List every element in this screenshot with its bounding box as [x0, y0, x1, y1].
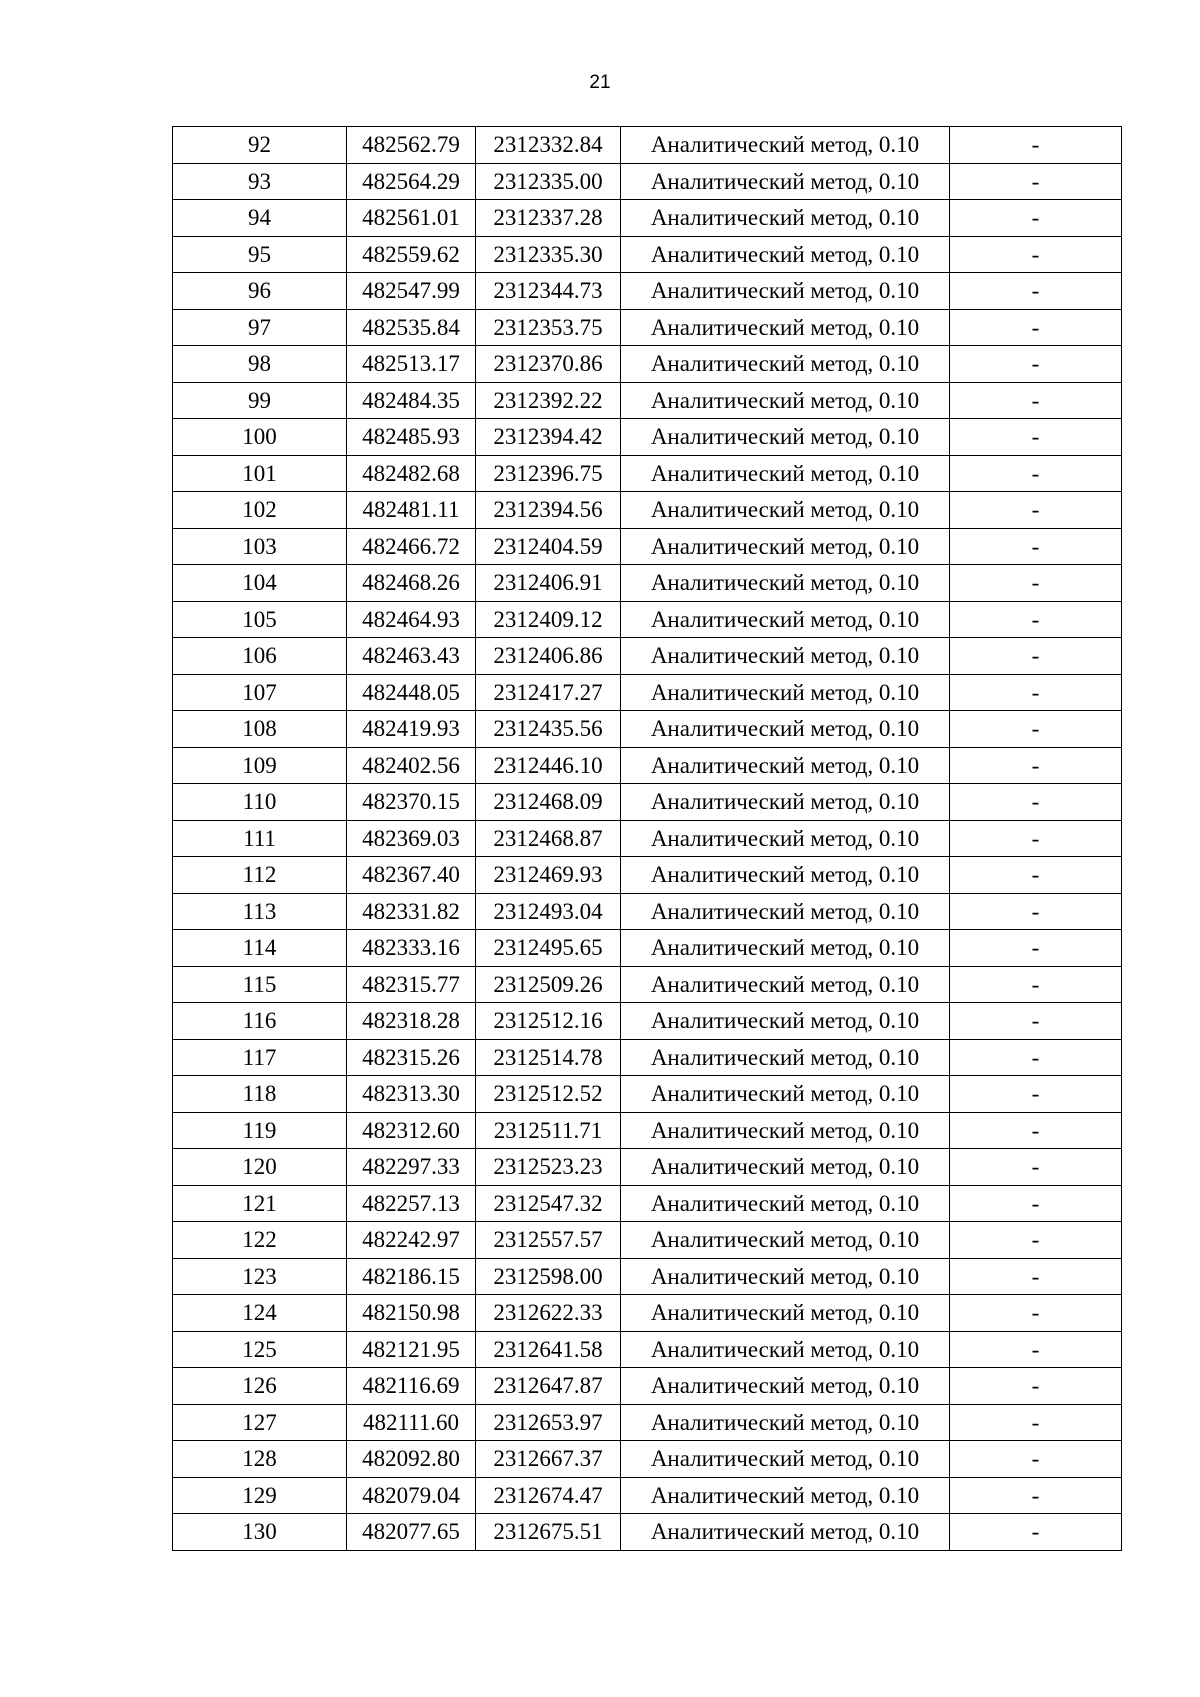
y-coordinate-cell: 2312675.51 — [476, 1514, 621, 1551]
table-row — [173, 930, 1122, 967]
x-coordinate-cell: 482186.15 — [347, 1258, 476, 1295]
note-cell: - — [950, 309, 1122, 346]
x-coordinate-cell: 482485.93 — [347, 419, 476, 456]
x-coordinate-cell: 482315.77 — [347, 966, 476, 1003]
point-number-cell: 106 — [173, 638, 347, 675]
y-coordinate-cell: 2312370.86 — [476, 346, 621, 383]
table-row — [173, 1404, 1122, 1441]
x-coordinate-cell: 482121.95 — [347, 1331, 476, 1368]
table-row — [173, 1185, 1122, 1222]
note-cell: - — [950, 857, 1122, 894]
note-cell: - — [950, 419, 1122, 456]
method-accuracy-cell: Аналитический метод, 0.10 — [621, 455, 950, 492]
note-cell: - — [950, 1112, 1122, 1149]
method-accuracy-cell: Аналитический метод, 0.10 — [621, 1112, 950, 1149]
method-accuracy-cell: Аналитический метод, 0.10 — [621, 200, 950, 237]
point-number-cell: 96 — [173, 273, 347, 310]
x-coordinate-cell: 482369.03 — [347, 820, 476, 857]
method-accuracy-cell: Аналитический метод, 0.10 — [621, 1514, 950, 1551]
point-number-cell: 122 — [173, 1222, 347, 1259]
x-coordinate-cell: 482370.15 — [347, 784, 476, 821]
method-accuracy-cell: Аналитический метод, 0.10 — [621, 1368, 950, 1405]
y-coordinate-cell: 2312406.91 — [476, 565, 621, 602]
point-number-cell: 125 — [173, 1331, 347, 1368]
note-cell: - — [950, 163, 1122, 200]
note-cell: - — [950, 1514, 1122, 1551]
method-accuracy-cell: Аналитический метод, 0.10 — [621, 1295, 950, 1332]
table-row — [173, 127, 1122, 164]
method-accuracy-cell: Аналитический метод, 0.10 — [621, 127, 950, 164]
point-number-cell: 129 — [173, 1477, 347, 1514]
x-coordinate-cell: 482333.16 — [347, 930, 476, 967]
note-cell: - — [950, 1222, 1122, 1259]
y-coordinate-cell: 2312557.57 — [476, 1222, 621, 1259]
method-accuracy-cell: Аналитический метод, 0.10 — [621, 1404, 950, 1441]
point-number-cell: 119 — [173, 1112, 347, 1149]
y-coordinate-cell: 2312417.27 — [476, 674, 621, 711]
table-row — [173, 236, 1122, 273]
y-coordinate-cell: 2312446.10 — [476, 747, 621, 784]
method-accuracy-cell: Аналитический метод, 0.10 — [621, 1039, 950, 1076]
x-coordinate-cell: 482513.17 — [347, 346, 476, 383]
note-cell: - — [950, 346, 1122, 383]
note-cell: - — [950, 784, 1122, 821]
note-cell: - — [950, 273, 1122, 310]
table-row — [173, 1076, 1122, 1113]
x-coordinate-cell: 482318.28 — [347, 1003, 476, 1040]
point-number-cell: 101 — [173, 455, 347, 492]
note-cell: - — [950, 638, 1122, 675]
method-accuracy-cell: Аналитический метод, 0.10 — [621, 565, 950, 602]
note-cell: - — [950, 1258, 1122, 1295]
y-coordinate-cell: 2312335.00 — [476, 163, 621, 200]
method-accuracy-cell: Аналитический метод, 0.10 — [621, 492, 950, 529]
point-number-cell: 97 — [173, 309, 347, 346]
method-accuracy-cell: Аналитический метод, 0.10 — [621, 1331, 950, 1368]
y-coordinate-cell: 2312622.33 — [476, 1295, 621, 1332]
x-coordinate-cell: 482468.26 — [347, 565, 476, 602]
y-coordinate-cell: 2312332.84 — [476, 127, 621, 164]
y-coordinate-cell: 2312396.75 — [476, 455, 621, 492]
point-number-cell: 92 — [173, 127, 347, 164]
method-accuracy-cell: Аналитический метод, 0.10 — [621, 419, 950, 456]
point-number-cell: 128 — [173, 1441, 347, 1478]
point-number-cell: 110 — [173, 784, 347, 821]
table-row — [173, 711, 1122, 748]
y-coordinate-cell: 2312435.56 — [476, 711, 621, 748]
x-coordinate-cell: 482297.33 — [347, 1149, 476, 1186]
method-accuracy-cell: Аналитический метод, 0.10 — [621, 601, 950, 638]
note-cell: - — [950, 565, 1122, 602]
x-coordinate-cell: 482402.56 — [347, 747, 476, 784]
x-coordinate-cell: 482559.62 — [347, 236, 476, 273]
y-coordinate-cell: 2312394.42 — [476, 419, 621, 456]
page-number: 21 — [589, 72, 611, 93]
x-coordinate-cell: 482257.13 — [347, 1185, 476, 1222]
table-row — [173, 747, 1122, 784]
note-cell: - — [950, 893, 1122, 930]
table-row — [173, 200, 1122, 237]
table-row — [173, 1295, 1122, 1332]
table-row — [173, 455, 1122, 492]
note-cell: - — [950, 1039, 1122, 1076]
y-coordinate-cell: 2312337.28 — [476, 200, 621, 237]
method-accuracy-cell: Аналитический метод, 0.10 — [621, 236, 950, 273]
method-accuracy-cell: Аналитический метод, 0.10 — [621, 346, 950, 383]
y-coordinate-cell: 2312335.30 — [476, 236, 621, 273]
y-coordinate-cell: 2312511.71 — [476, 1112, 621, 1149]
note-cell: - — [950, 820, 1122, 857]
table-row — [173, 857, 1122, 894]
method-accuracy-cell: Аналитический метод, 0.10 — [621, 1222, 950, 1259]
x-coordinate-cell: 482463.43 — [347, 638, 476, 675]
y-coordinate-cell: 2312512.52 — [476, 1076, 621, 1113]
x-coordinate-cell: 482484.35 — [347, 382, 476, 419]
note-cell: - — [950, 601, 1122, 638]
x-coordinate-cell: 482464.93 — [347, 601, 476, 638]
x-coordinate-cell: 482466.72 — [347, 528, 476, 565]
point-number-cell: 117 — [173, 1039, 347, 1076]
y-coordinate-cell: 2312394.56 — [476, 492, 621, 529]
point-number-cell: 100 — [173, 419, 347, 456]
y-coordinate-cell: 2312409.12 — [476, 601, 621, 638]
note-cell: - — [950, 382, 1122, 419]
method-accuracy-cell: Аналитический метод, 0.10 — [621, 711, 950, 748]
x-coordinate-cell: 482312.60 — [347, 1112, 476, 1149]
point-number-cell: 108 — [173, 711, 347, 748]
method-accuracy-cell: Аналитический метод, 0.10 — [621, 820, 950, 857]
x-coordinate-cell: 482092.80 — [347, 1441, 476, 1478]
x-coordinate-cell: 482367.40 — [347, 857, 476, 894]
point-number-cell: 105 — [173, 601, 347, 638]
note-cell: - — [950, 1149, 1122, 1186]
method-accuracy-cell: Аналитический метод, 0.10 — [621, 638, 950, 675]
y-coordinate-cell: 2312468.87 — [476, 820, 621, 857]
x-coordinate-cell: 482077.65 — [347, 1514, 476, 1551]
x-coordinate-cell: 482535.84 — [347, 309, 476, 346]
method-accuracy-cell: Аналитический метод, 0.10 — [621, 893, 950, 930]
method-accuracy-cell: Аналитический метод, 0.10 — [621, 747, 950, 784]
x-coordinate-cell: 482561.01 — [347, 200, 476, 237]
method-accuracy-cell: Аналитический метод, 0.10 — [621, 1477, 950, 1514]
method-accuracy-cell: Аналитический метод, 0.10 — [621, 1076, 950, 1113]
note-cell: - — [950, 200, 1122, 237]
table-row — [173, 638, 1122, 675]
note-cell: - — [950, 1185, 1122, 1222]
point-number-cell: 94 — [173, 200, 347, 237]
method-accuracy-cell: Аналитический метод, 0.10 — [621, 784, 950, 821]
method-accuracy-cell: Аналитический метод, 0.10 — [621, 857, 950, 894]
table-row — [173, 163, 1122, 200]
y-coordinate-cell: 2312509.26 — [476, 966, 621, 1003]
point-number-cell: 107 — [173, 674, 347, 711]
note-cell: - — [950, 930, 1122, 967]
y-coordinate-cell: 2312641.58 — [476, 1331, 621, 1368]
table-row — [173, 1003, 1122, 1040]
y-coordinate-cell: 2312598.00 — [476, 1258, 621, 1295]
method-accuracy-cell: Аналитический метод, 0.10 — [621, 674, 950, 711]
table-row — [173, 601, 1122, 638]
note-cell: - — [950, 1003, 1122, 1040]
note-cell: - — [950, 1331, 1122, 1368]
y-coordinate-cell: 2312468.09 — [476, 784, 621, 821]
point-number-cell: 114 — [173, 930, 347, 967]
table-row — [173, 784, 1122, 821]
x-coordinate-cell: 482116.69 — [347, 1368, 476, 1405]
x-coordinate-cell: 482481.11 — [347, 492, 476, 529]
method-accuracy-cell: Аналитический метод, 0.10 — [621, 382, 950, 419]
y-coordinate-cell: 2312523.23 — [476, 1149, 621, 1186]
note-cell: - — [950, 1404, 1122, 1441]
note-cell: - — [950, 1076, 1122, 1113]
table-row — [173, 1477, 1122, 1514]
x-coordinate-cell: 482331.82 — [347, 893, 476, 930]
note-cell: - — [950, 674, 1122, 711]
y-coordinate-cell: 2312512.16 — [476, 1003, 621, 1040]
point-number-cell: 99 — [173, 382, 347, 419]
note-cell: - — [950, 455, 1122, 492]
table-row — [173, 273, 1122, 310]
method-accuracy-cell: Аналитический метод, 0.10 — [621, 1003, 950, 1040]
x-coordinate-cell: 482482.68 — [347, 455, 476, 492]
point-number-cell: 93 — [173, 163, 347, 200]
y-coordinate-cell: 2312647.87 — [476, 1368, 621, 1405]
x-coordinate-cell: 482448.05 — [347, 674, 476, 711]
y-coordinate-cell: 2312514.78 — [476, 1039, 621, 1076]
point-number-cell: 116 — [173, 1003, 347, 1040]
note-cell: - — [950, 1368, 1122, 1405]
table-row — [173, 528, 1122, 565]
note-cell: - — [950, 1477, 1122, 1514]
point-number-cell: 120 — [173, 1149, 347, 1186]
note-cell: - — [950, 127, 1122, 164]
note-cell: - — [950, 528, 1122, 565]
x-coordinate-cell: 482564.29 — [347, 163, 476, 200]
point-number-cell: 123 — [173, 1258, 347, 1295]
x-coordinate-cell: 482547.99 — [347, 273, 476, 310]
y-coordinate-cell: 2312667.37 — [476, 1441, 621, 1478]
x-coordinate-cell: 482079.04 — [347, 1477, 476, 1514]
coordinates-table — [172, 126, 1122, 1551]
point-number-cell: 111 — [173, 820, 347, 857]
point-number-cell: 113 — [173, 893, 347, 930]
note-cell: - — [950, 492, 1122, 529]
point-number-cell: 118 — [173, 1076, 347, 1113]
table-row — [173, 419, 1122, 456]
y-coordinate-cell: 2312392.22 — [476, 382, 621, 419]
table-row — [173, 382, 1122, 419]
table-row — [173, 1514, 1122, 1551]
note-cell: - — [950, 966, 1122, 1003]
table-row — [173, 565, 1122, 602]
method-accuracy-cell: Аналитический метод, 0.10 — [621, 273, 950, 310]
x-coordinate-cell: 482313.30 — [347, 1076, 476, 1113]
method-accuracy-cell: Аналитический метод, 0.10 — [621, 930, 950, 967]
point-number-cell: 121 — [173, 1185, 347, 1222]
point-number-cell: 124 — [173, 1295, 347, 1332]
x-coordinate-cell: 482315.26 — [347, 1039, 476, 1076]
x-coordinate-cell: 482150.98 — [347, 1295, 476, 1332]
y-coordinate-cell: 2312469.93 — [476, 857, 621, 894]
method-accuracy-cell: Аналитический метод, 0.10 — [621, 1185, 950, 1222]
point-number-cell: 98 — [173, 346, 347, 383]
point-number-cell: 115 — [173, 966, 347, 1003]
x-coordinate-cell: 482242.97 — [347, 1222, 476, 1259]
method-accuracy-cell: Аналитический метод, 0.10 — [621, 163, 950, 200]
table-row — [173, 1222, 1122, 1259]
note-cell: - — [950, 1295, 1122, 1332]
point-number-cell: 112 — [173, 857, 347, 894]
y-coordinate-cell: 2312493.04 — [476, 893, 621, 930]
method-accuracy-cell: Аналитический метод, 0.10 — [621, 966, 950, 1003]
table-row — [173, 309, 1122, 346]
method-accuracy-cell: Аналитический метод, 0.10 — [621, 1441, 950, 1478]
point-number-cell: 102 — [173, 492, 347, 529]
y-coordinate-cell: 2312674.47 — [476, 1477, 621, 1514]
coordinates-table-body — [173, 127, 1122, 1551]
point-number-cell: 127 — [173, 1404, 347, 1441]
method-accuracy-cell: Аналитический метод, 0.10 — [621, 309, 950, 346]
x-coordinate-cell: 482562.79 — [347, 127, 476, 164]
y-coordinate-cell: 2312344.73 — [476, 273, 621, 310]
table-row — [173, 1112, 1122, 1149]
y-coordinate-cell: 2312653.97 — [476, 1404, 621, 1441]
point-number-cell: 95 — [173, 236, 347, 273]
point-number-cell: 103 — [173, 528, 347, 565]
table-row — [173, 674, 1122, 711]
y-coordinate-cell: 2312406.86 — [476, 638, 621, 675]
point-number-cell: 109 — [173, 747, 347, 784]
point-number-cell: 104 — [173, 565, 347, 602]
table-row — [173, 1331, 1122, 1368]
table-row — [173, 1441, 1122, 1478]
note-cell: - — [950, 711, 1122, 748]
note-cell: - — [950, 1441, 1122, 1478]
table-row — [173, 1368, 1122, 1405]
y-coordinate-cell: 2312547.32 — [476, 1185, 621, 1222]
y-coordinate-cell: 2312404.59 — [476, 528, 621, 565]
y-coordinate-cell: 2312353.75 — [476, 309, 621, 346]
point-number-cell: 126 — [173, 1368, 347, 1405]
method-accuracy-cell: Аналитический метод, 0.10 — [621, 1258, 950, 1295]
table-row — [173, 1039, 1122, 1076]
table-row — [173, 820, 1122, 857]
table-row — [173, 1258, 1122, 1295]
note-cell: - — [950, 747, 1122, 784]
point-number-cell: 130 — [173, 1514, 347, 1551]
method-accuracy-cell: Аналитический метод, 0.10 — [621, 528, 950, 565]
table-row — [173, 893, 1122, 930]
note-cell: - — [950, 236, 1122, 273]
table-row — [173, 1149, 1122, 1186]
table-row — [173, 346, 1122, 383]
table-row — [173, 492, 1122, 529]
method-accuracy-cell: Аналитический метод, 0.10 — [621, 1149, 950, 1186]
x-coordinate-cell: 482419.93 — [347, 711, 476, 748]
table-row — [173, 966, 1122, 1003]
x-coordinate-cell: 482111.60 — [347, 1404, 476, 1441]
y-coordinate-cell: 2312495.65 — [476, 930, 621, 967]
